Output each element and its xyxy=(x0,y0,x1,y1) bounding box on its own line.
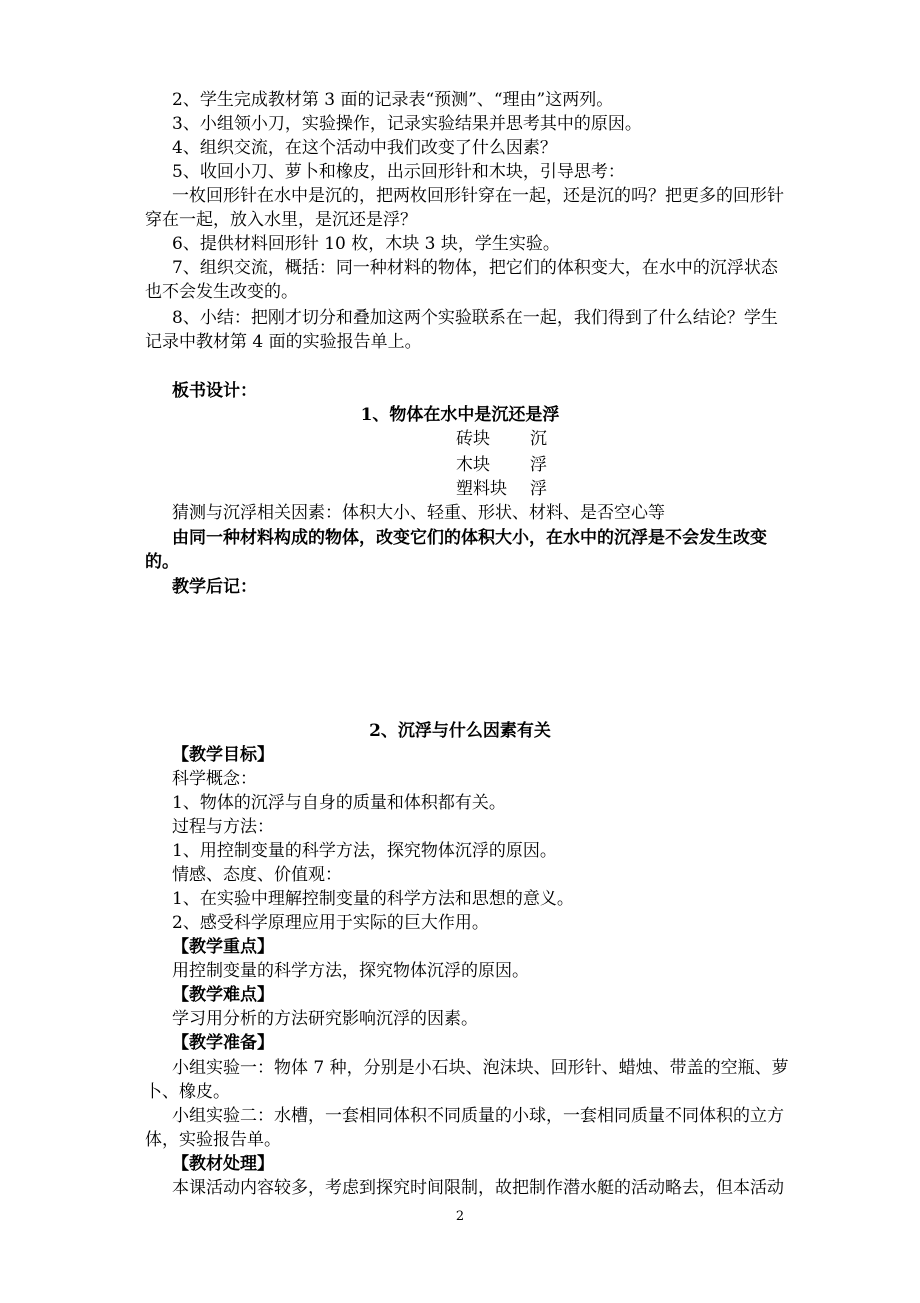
paragraph-line: 一枚回形针在水中是沉的，把两枚回形针穿在一起，还是沉的吗？把更多的回形针 xyxy=(172,186,784,206)
section-heading: 【教学重点】 xyxy=(172,937,274,957)
paragraph-line: 也不会发生改变的。 xyxy=(145,282,298,302)
goal-item: 1、在实验中理解控制变量的科学方法和思想的意义。 xyxy=(172,889,574,909)
board-result: 浮 xyxy=(530,479,547,499)
step-6-line: 6、提供材料回形针 10 枚，木块 3 块，学生实验。 xyxy=(172,234,560,254)
section-text: 小组实验一：物体 7 种，分别是小石块、泡沫块、回形针、蜡烛、带盖的空瓶、萝 xyxy=(172,1058,789,1078)
subsection-label: 过程与方法： xyxy=(172,817,274,837)
goal-item: 1、物体的沉浮与自身的质量和体积都有关。 xyxy=(172,793,506,813)
section-heading: 【教学难点】 xyxy=(172,985,274,1005)
board-result: 浮 xyxy=(530,455,547,475)
section-text: 卜、橡皮。 xyxy=(145,1082,230,1102)
paragraph-line: 穿在一起，放入水里，是沉还是浮？ xyxy=(145,210,417,230)
step-5-line: 5、收回小刀、萝卜和橡皮，出示回形针和木块，引导思考： xyxy=(172,162,625,182)
board-conclusion: 由同一种材料构成的物体，改变它们的体积大小，在水中的沉浮是不会发生改变 xyxy=(172,528,767,548)
goal-item: 1、用控制变量的科学方法，探究物体沉浮的原因。 xyxy=(172,841,557,861)
section-text: 小组实验二：水槽，一套相同体积不同质量的小球，一套相同质量不同体积的立方 xyxy=(172,1106,784,1126)
step-3-line: 3、小组领小刀，实验操作，记录实验结果并思考其中的原因。 xyxy=(172,114,642,134)
paragraph-line: 记录中教材第 4 面的实验报告单上。 xyxy=(145,332,422,352)
page-number: 2 xyxy=(455,1209,465,1224)
step-2-line: 2、学生完成教材第 3 面的记录表“预测”、“理由”这两列。 xyxy=(172,90,614,110)
board-title: 1、物体在水中是沉还是浮 xyxy=(360,405,560,425)
step-8-line: 8、小结：把刚才切分和叠加这两个实验联系在一起，我们得到了什么结论？学生 xyxy=(172,308,778,328)
section-text: 学习用分析的方法研究影响沉浮的因素。 xyxy=(172,1009,478,1029)
postscript-heading: 教学后记： xyxy=(172,577,257,597)
step-7-line: 7、组织交流，概括：同一种材料的物体，把它们的体积变大，在水中的沉浮状态 xyxy=(172,258,778,278)
board-conclusion: 的。 xyxy=(145,552,179,572)
board-item: 砖块 xyxy=(456,429,490,449)
section-heading: 【教学目标】 xyxy=(172,745,274,765)
subsection-label: 情感、态度、价值观： xyxy=(172,865,342,885)
lesson-title: 2、沉浮与什么因素有关 xyxy=(369,721,551,741)
board-heading: 板书设计： xyxy=(172,381,257,401)
board-factors: 猜测与沉浮相关因素：体积大小、轻重、形状、材料、是否空心等 xyxy=(172,503,665,523)
section-text: 本课活动内容较多，考虑到探究时间限制，故把制作潜水艇的活动略去，但本活动 xyxy=(172,1178,784,1198)
subsection-label: 科学概念： xyxy=(172,769,257,789)
section-heading: 【教材处理】 xyxy=(172,1154,274,1174)
goal-item: 2、感受科学原理应用于实际的巨大作用。 xyxy=(172,913,489,933)
step-4-line: 4、组织交流，在这个活动中我们改变了什么因素？ xyxy=(172,138,557,158)
board-item: 木块 xyxy=(456,455,490,475)
board-item: 塑料块 xyxy=(456,479,507,499)
section-heading: 【教学准备】 xyxy=(172,1033,274,1053)
board-result: 沉 xyxy=(530,429,547,449)
section-text: 体，实验报告单。 xyxy=(145,1130,281,1150)
section-text: 用控制变量的科学方法，探究物体沉浮的原因。 xyxy=(172,961,529,981)
